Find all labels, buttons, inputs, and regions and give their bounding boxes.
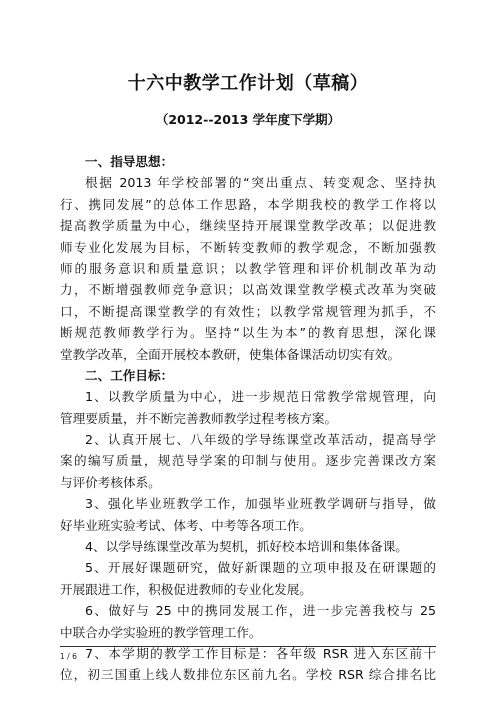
body-line: 3、强化毕业班教学工作，加强毕业班教学调研与指导，做 bbox=[85, 496, 436, 512]
body-line: 力，不断增强教师竞争意识；以高效课堂教学模式改革为突破 bbox=[60, 282, 436, 298]
body-line: 口，不断提高课堂教学的有效性；以教学常规管理为抓手，不 bbox=[60, 303, 436, 319]
page-number: 1 / 6 bbox=[60, 652, 77, 661]
body-line: 根据 2013 年学校部署的“突出重点、转变观念、坚持执 bbox=[85, 175, 436, 191]
body-line: 2、认真开展七、八年级的学导练课堂改革活动，提高导学 bbox=[85, 432, 436, 448]
body-line: 行、携同发展”的总体工作思路，本学期我校的教学工作将以 bbox=[60, 196, 436, 212]
body-line: 4、以学导练课堂改革为契机，抓好校本培训和集体备课。 bbox=[85, 539, 408, 555]
body-line: 提高教学质量为中心，继续坚持开展课堂教学改革；以促进教 bbox=[60, 218, 436, 234]
body-line: 7、本学期的教学工作目标是：各年级 RSR 进入东区前十 bbox=[85, 645, 436, 661]
body-line: 案的编写质量，规范导学案的印制与使用。逐步完善课改方案 bbox=[60, 453, 436, 469]
body-line: 中联合办学实验班的教学管理工作。 bbox=[60, 624, 262, 640]
body-line: 堂教学改革，全面开展校本教研，使集体备课活动切实有效。 bbox=[60, 346, 401, 362]
body-line: 开展跟进工作，积极促进教师的专业化发展。 bbox=[60, 581, 312, 597]
body-line: 师的服务意识和质量意识；以教学管理和评价机制改革为动 bbox=[60, 260, 436, 276]
section-heading-guiding-ideology: 一、指导思想： bbox=[85, 154, 174, 169]
body-line: 管理要质量，并不断完善教师教学过程考核方案。 bbox=[60, 410, 338, 426]
body-line: 断规范教师教学行为。坚持“以生为本”的教育思想，深化课 bbox=[60, 325, 436, 341]
body-line: 位，初三国重上线人数排位东区前九名。学校 RSR 综合排名比 bbox=[60, 667, 436, 683]
body-line: 6、做好与 25 中的携同发展工作，进一步完善我校与 25 bbox=[85, 603, 436, 619]
section-heading-work-goals: 二、工作目标： bbox=[85, 367, 174, 383]
body-line: 5、开展好课题研究，做好新课题的立项申报及在研课题的 bbox=[85, 560, 436, 576]
body-line: 1、以教学质量为中心，进一步规范日常教学常规管理，向 bbox=[85, 389, 436, 405]
body-line: 师专业化发展为目标，不断转变教师的教学观念，不断加强教 bbox=[60, 239, 436, 255]
body-line: 好毕业班实验考试、体考、中考等各项工作。 bbox=[60, 517, 312, 533]
document-title: 十六中教学工作计划（草稿） bbox=[127, 73, 369, 94]
body-line: 与评价考核体系。 bbox=[60, 474, 161, 490]
footer-divider bbox=[60, 646, 436, 647]
document-subtitle: （2012--2013 学年度下学期） bbox=[155, 112, 341, 127]
document-body bbox=[60, 151, 436, 686]
